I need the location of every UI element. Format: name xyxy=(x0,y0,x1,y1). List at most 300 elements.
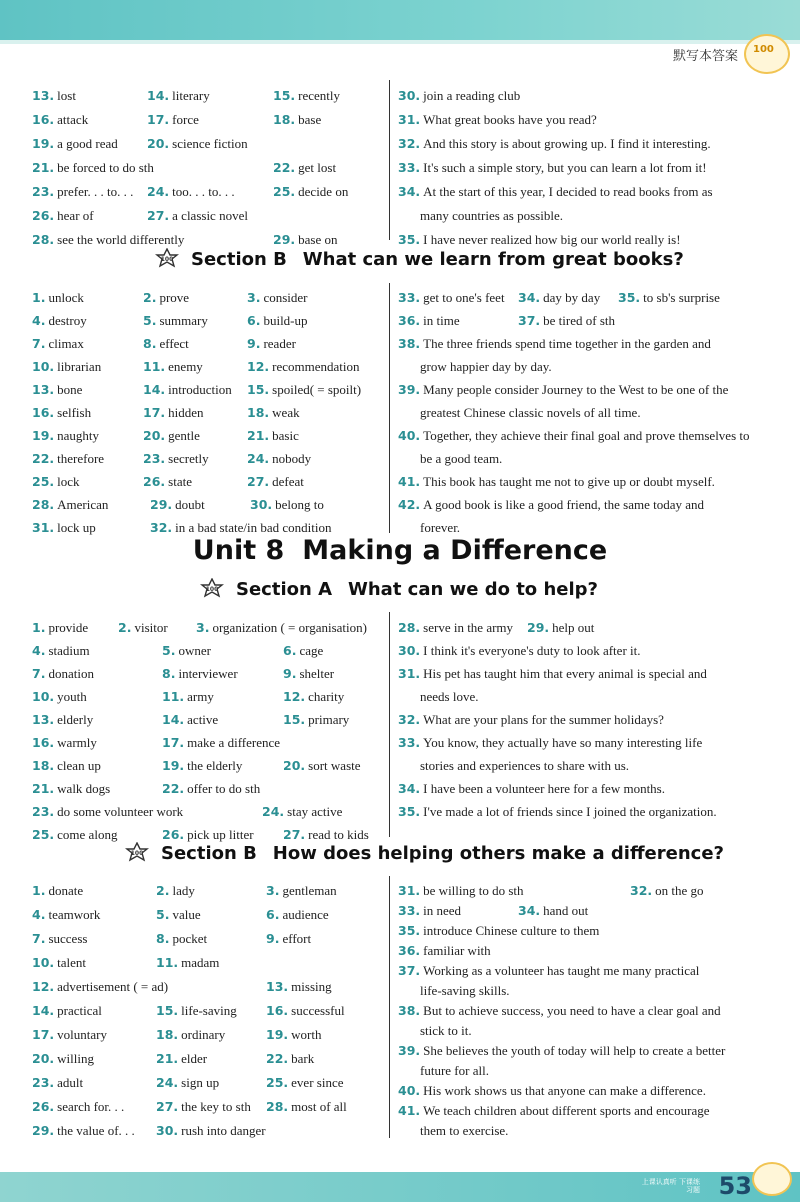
answer-item xyxy=(147,184,235,200)
answer-item xyxy=(143,405,204,421)
item-number: 30. xyxy=(398,88,421,103)
item-text: gentle xyxy=(168,428,200,443)
answer-item xyxy=(150,497,205,513)
item-text: We teach children about different sports and encourage xyxy=(423,1103,710,1118)
answer-item xyxy=(162,758,242,774)
answer-item xyxy=(32,1027,107,1043)
item-number: 17. xyxy=(32,1027,55,1042)
item-text: the value of. . . xyxy=(57,1123,135,1138)
item-number: 25. xyxy=(32,827,55,842)
item-number: 24. xyxy=(147,184,170,199)
item-text: prove xyxy=(159,290,190,305)
item-number: 20. xyxy=(32,1051,55,1066)
item-text: worth xyxy=(291,1027,322,1042)
answer-item xyxy=(118,620,168,636)
item-text: sign up xyxy=(181,1075,220,1090)
item-number: 22. xyxy=(32,451,55,466)
item-text: needs love. xyxy=(420,689,479,704)
column-divider xyxy=(389,283,390,533)
answer-item xyxy=(247,405,300,421)
item-number: 22. xyxy=(273,160,296,175)
item-number: 30. xyxy=(250,497,273,512)
item-number: 40. xyxy=(398,428,421,443)
answer-item xyxy=(32,359,101,375)
item-text: The three friends spend time together in the garden and xyxy=(423,336,711,351)
answer-item xyxy=(156,1099,251,1115)
top-color-band xyxy=(0,0,800,40)
answer-item xyxy=(32,405,91,421)
item-text: hand out xyxy=(543,903,589,918)
unit-heading: Unit 8 Making a Difference xyxy=(192,535,608,566)
answer-item xyxy=(32,758,101,774)
answer-item xyxy=(32,1099,124,1115)
item-text: warmly xyxy=(57,735,97,750)
answer-item xyxy=(162,643,211,659)
item-number: 36. xyxy=(398,943,421,958)
answer-item xyxy=(283,712,349,728)
answer-item xyxy=(32,88,76,104)
answer-item xyxy=(32,1123,135,1139)
item-text: effect xyxy=(159,336,189,351)
item-number: 29. xyxy=(32,1123,55,1138)
answer-item xyxy=(398,474,715,490)
answer-item xyxy=(156,1027,225,1043)
item-text: ever since xyxy=(291,1075,344,1090)
item-number: 10. xyxy=(32,359,55,374)
answer-item xyxy=(156,1123,266,1139)
item-number: 15. xyxy=(273,88,296,103)
answer-item xyxy=(143,290,189,306)
answer-item xyxy=(283,643,323,659)
answer-item xyxy=(147,88,210,104)
item-text: introduction xyxy=(168,382,232,397)
answer-item xyxy=(398,336,711,352)
item-text: base on xyxy=(298,232,338,247)
item-number: 21. xyxy=(247,428,270,443)
item-text: rush into danger xyxy=(181,1123,266,1138)
item-text: to sb's surprise xyxy=(643,290,720,305)
item-number: 32. xyxy=(398,712,421,727)
item-number: 5. xyxy=(156,907,170,922)
item-number: 18. xyxy=(247,405,270,420)
item-number: 21. xyxy=(156,1051,179,1066)
item-number: 10. xyxy=(32,689,55,704)
answer-item xyxy=(147,208,248,224)
item-text: a classic novel xyxy=(172,208,248,223)
answer-item xyxy=(266,907,329,923)
answer-item xyxy=(32,712,93,728)
answer-item xyxy=(156,883,195,899)
item-number: 38. xyxy=(398,1003,421,1018)
item-text: selfish xyxy=(57,405,92,420)
answer-item xyxy=(32,336,84,352)
answer-item xyxy=(32,428,99,444)
item-number: 33. xyxy=(398,735,421,750)
answer-item-continuation xyxy=(420,359,552,375)
answer-item xyxy=(156,1075,219,1091)
column-divider xyxy=(389,80,390,240)
item-text: I've made a lot of friends since I joined the organization. xyxy=(423,804,717,819)
item-text: willing xyxy=(57,1051,94,1066)
item-number: 19. xyxy=(266,1027,289,1042)
mascot-logo-icon: 100 xyxy=(744,34,790,74)
answer-item xyxy=(266,931,311,947)
item-number: 35. xyxy=(398,804,421,819)
answer-item xyxy=(273,184,348,200)
item-text: the key to sth xyxy=(181,1099,251,1114)
item-text: voluntary xyxy=(57,1027,107,1042)
item-text: weak xyxy=(272,405,300,420)
item-number: 20. xyxy=(147,136,170,151)
item-text: organization ( = organisation) xyxy=(212,620,367,635)
item-number: 23. xyxy=(32,804,55,819)
item-text: see the world differently xyxy=(57,232,185,247)
item-number: 30. xyxy=(156,1123,179,1138)
item-text: be forced to do sth xyxy=(57,160,154,175)
answer-item xyxy=(266,979,332,995)
answer-item xyxy=(398,313,460,329)
item-text: help out xyxy=(552,620,595,635)
item-number: 8. xyxy=(143,336,157,351)
answer-item xyxy=(143,336,189,352)
item-text: them to exercise. xyxy=(420,1123,509,1138)
item-number: 39. xyxy=(398,382,421,397)
page-number: 53 xyxy=(718,1172,752,1200)
answer-item xyxy=(32,735,97,751)
answer-item xyxy=(196,620,367,636)
answer-item-continuation xyxy=(420,520,460,536)
answer-item xyxy=(32,382,82,398)
item-number: 33. xyxy=(398,160,421,175)
item-number: 40. xyxy=(398,1083,421,1098)
answer-item xyxy=(143,359,203,375)
answer-item xyxy=(32,136,118,152)
item-number: 26. xyxy=(162,827,185,842)
item-number: 27. xyxy=(156,1099,179,1114)
answer-item-continuation xyxy=(420,758,629,774)
item-number: 41. xyxy=(398,1103,421,1118)
item-number: 39. xyxy=(398,1043,421,1058)
item-number: 41. xyxy=(398,474,421,489)
answer-item xyxy=(266,1099,347,1115)
answer-item xyxy=(273,160,336,176)
answer-item xyxy=(283,666,334,682)
item-number: 26. xyxy=(32,208,55,223)
answer-item xyxy=(32,451,104,467)
answer-item xyxy=(156,1003,237,1019)
item-number: 18. xyxy=(273,112,296,127)
item-text: future for all. xyxy=(420,1063,489,1078)
item-text: get lost xyxy=(298,160,337,175)
item-number: 5. xyxy=(143,313,157,328)
footer-slogan: 上课认真听 下课练习题 xyxy=(641,1178,700,1194)
item-number: 29. xyxy=(150,497,173,512)
item-text: bone xyxy=(57,382,83,397)
item-number: 11. xyxy=(143,359,166,374)
item-number: 6. xyxy=(266,907,280,922)
item-text: stay active xyxy=(287,804,343,819)
column-divider xyxy=(389,612,390,837)
answer-item xyxy=(398,1043,725,1059)
item-number: 1. xyxy=(32,290,46,305)
item-text: attack xyxy=(57,112,89,127)
item-text: owner xyxy=(178,643,211,658)
item-text: lock xyxy=(57,474,80,489)
item-text: pick up litter xyxy=(187,827,254,842)
section-b-heading: 100 Section B What can we learn from great books? xyxy=(155,248,684,270)
answer-item-continuation xyxy=(420,983,510,999)
section-a-heading: 100 Section A What can we do to help? xyxy=(200,578,598,600)
answer-item xyxy=(250,497,324,513)
answer-item xyxy=(147,112,199,128)
item-text: provide xyxy=(48,620,89,635)
answer-item xyxy=(32,931,87,947)
item-text: What great books have you read? xyxy=(423,112,597,127)
item-text: lady xyxy=(172,883,195,898)
answer-item xyxy=(156,955,219,971)
item-text: I think it's everyone's duty to look after it. xyxy=(423,643,641,658)
item-number: 28. xyxy=(32,497,55,512)
item-number: 21. xyxy=(32,781,55,796)
item-number: 29. xyxy=(527,620,550,635)
item-text: interviewer xyxy=(178,666,238,681)
answer-item xyxy=(266,1075,344,1091)
item-text: recently xyxy=(298,88,341,103)
answer-item xyxy=(162,781,260,797)
item-number: 14. xyxy=(147,88,170,103)
item-number: 23. xyxy=(32,1075,55,1090)
item-number: 36. xyxy=(398,313,421,328)
item-number: 14. xyxy=(162,712,185,727)
item-text: elder xyxy=(181,1051,208,1066)
answer-item xyxy=(266,883,337,899)
answer-item xyxy=(32,781,110,797)
answer-item xyxy=(247,290,308,306)
answer-item xyxy=(518,903,588,919)
item-number: 24. xyxy=(156,1075,179,1090)
item-text: effort xyxy=(282,931,312,946)
item-number: 35. xyxy=(398,232,421,247)
answer-item xyxy=(32,112,88,128)
item-text: summary xyxy=(159,313,208,328)
item-text: science fiction xyxy=(172,136,248,151)
answer-item xyxy=(283,758,361,774)
item-text: It's such a simple story, but you can learn a lot from it! xyxy=(423,160,707,175)
item-number: 31. xyxy=(398,883,421,898)
answer-item xyxy=(143,474,192,490)
item-text: librarian xyxy=(57,359,102,374)
item-text: I have never realized how big our world really is! xyxy=(423,232,681,247)
item-number: 24. xyxy=(247,451,270,466)
answer-item xyxy=(32,1003,102,1019)
answer-item xyxy=(32,497,108,513)
item-text: sort waste xyxy=(308,758,361,773)
item-number: 32. xyxy=(150,520,173,535)
item-text: grow happier day by day. xyxy=(420,359,552,374)
item-text: missing xyxy=(291,979,332,994)
item-text: His work shows us that anyone can make a difference. xyxy=(423,1083,706,1098)
item-text: gentleman xyxy=(282,883,337,898)
item-number: 31. xyxy=(32,520,55,535)
item-number: 32. xyxy=(630,883,653,898)
item-text: successful xyxy=(291,1003,345,1018)
item-text: search for. . . xyxy=(57,1099,125,1114)
answer-item xyxy=(398,1103,710,1119)
item-number: 27. xyxy=(147,208,170,223)
item-text: army xyxy=(187,689,214,704)
item-number: 10. xyxy=(32,955,55,970)
item-text: forever. xyxy=(420,520,461,535)
answer-item-continuation xyxy=(420,405,641,421)
answer-item xyxy=(247,428,299,444)
item-number: 4. xyxy=(32,313,46,328)
item-number: 7. xyxy=(32,931,46,946)
answer-item xyxy=(32,160,154,176)
item-number: 3. xyxy=(196,620,210,635)
item-text: But to achieve success, you need to have a clear goal and xyxy=(423,1003,721,1018)
answer-item-continuation xyxy=(420,1063,489,1079)
item-text: What are your plans for the summer holidays? xyxy=(423,712,664,727)
item-text: donation xyxy=(48,666,94,681)
item-text: base xyxy=(298,112,322,127)
item-text: life-saving skills. xyxy=(420,983,510,998)
item-number: 33. xyxy=(398,903,421,918)
item-number: 19. xyxy=(162,758,185,773)
item-number: 29. xyxy=(273,232,296,247)
answer-item xyxy=(266,1003,345,1019)
item-number: 42. xyxy=(398,497,421,512)
item-number: 13. xyxy=(32,712,55,727)
item-number: 8. xyxy=(162,666,176,681)
item-text: be a good team. xyxy=(420,451,503,466)
item-text: most of all xyxy=(291,1099,347,1114)
answer-item xyxy=(162,712,218,728)
item-text: advertisement ( = ad) xyxy=(57,979,169,994)
item-text: walk dogs xyxy=(57,781,111,796)
mascot-logo-icon xyxy=(752,1162,792,1196)
item-text: And this story is about growing up. I find it interesting. xyxy=(423,136,711,151)
item-number: 34. xyxy=(518,290,541,305)
item-text: destroy xyxy=(48,313,87,328)
answer-item xyxy=(398,290,505,306)
item-number: 2. xyxy=(156,883,170,898)
item-number: 32. xyxy=(398,136,421,151)
answer-item xyxy=(283,827,369,843)
answer-item xyxy=(266,1051,314,1067)
item-number: 12. xyxy=(247,359,270,374)
item-text: active xyxy=(187,712,219,727)
answer-item xyxy=(398,963,699,979)
item-text: defeat xyxy=(272,474,304,489)
answer-item xyxy=(143,428,200,444)
answer-item xyxy=(162,666,238,682)
item-text: American xyxy=(57,497,109,512)
item-text: lock up xyxy=(57,520,96,535)
item-text: consider xyxy=(263,290,308,305)
item-number: 2. xyxy=(143,290,157,305)
item-text: serve in the army xyxy=(423,620,514,635)
item-text: clean up xyxy=(57,758,101,773)
item-text: familiar with xyxy=(423,943,491,958)
item-text: force xyxy=(172,112,199,127)
item-text: elderly xyxy=(57,712,94,727)
svg-text:100: 100 xyxy=(130,850,144,857)
item-number: 2. xyxy=(118,620,132,635)
answer-item xyxy=(32,827,117,843)
item-text: You know, they actually have so many interesting life xyxy=(423,735,703,750)
item-text: decide on xyxy=(298,184,349,199)
item-text: build-up xyxy=(263,313,308,328)
item-text: lost xyxy=(57,88,76,103)
answer-item xyxy=(618,290,720,306)
item-number: 34. xyxy=(398,184,421,199)
answer-item xyxy=(147,136,248,152)
answer-item xyxy=(398,160,707,176)
item-number: 19. xyxy=(32,428,55,443)
item-number: 12. xyxy=(283,689,306,704)
item-text: do some volunteer work xyxy=(57,804,184,819)
item-text: basic xyxy=(272,428,299,443)
item-text: state xyxy=(168,474,192,489)
answer-item xyxy=(156,907,201,923)
item-number: 17. xyxy=(147,112,170,127)
item-number: 26. xyxy=(32,1099,55,1114)
column-divider xyxy=(389,876,390,1138)
item-text: join a reading club xyxy=(423,88,521,103)
item-number: 4. xyxy=(32,907,46,922)
item-number: 18. xyxy=(32,758,55,773)
answer-item xyxy=(247,359,360,375)
item-text: doubt xyxy=(175,497,205,512)
item-text: His pet has taught him that every animal is special and xyxy=(423,666,707,681)
answer-item xyxy=(247,474,304,490)
answer-item xyxy=(247,336,296,352)
item-number: 20. xyxy=(283,758,306,773)
answer-key-label: 默写本答案 xyxy=(672,49,738,64)
answer-item xyxy=(398,88,520,104)
item-number: 13. xyxy=(32,88,55,103)
item-number: 30. xyxy=(398,643,421,658)
item-text: primary xyxy=(308,712,350,727)
item-number: 1. xyxy=(32,883,46,898)
item-number: 16. xyxy=(266,1003,289,1018)
item-number: 34. xyxy=(518,903,541,918)
item-number: 3. xyxy=(266,883,280,898)
item-number: 22. xyxy=(266,1051,289,1066)
answer-item xyxy=(518,290,600,306)
answer-item xyxy=(398,804,717,820)
item-text: youth xyxy=(57,689,87,704)
item-number: 17. xyxy=(162,735,185,750)
item-number: 25. xyxy=(273,184,296,199)
item-number: 28. xyxy=(398,620,421,635)
answer-item xyxy=(156,931,207,947)
answer-item-continuation xyxy=(420,1123,508,1139)
item-text: Working as a volunteer has taught me many practical xyxy=(423,963,700,978)
flower-badge-icon xyxy=(200,578,224,598)
item-text: spoiled( = spoilt) xyxy=(272,382,362,397)
item-text: stadium xyxy=(48,643,90,658)
item-number: 9. xyxy=(283,666,297,681)
answer-item xyxy=(398,428,750,444)
answer-item xyxy=(398,666,707,682)
answer-item xyxy=(156,1051,207,1067)
item-number: 9. xyxy=(266,931,280,946)
answer-item xyxy=(32,208,94,224)
answer-item xyxy=(398,382,728,398)
section-b-heading: 100 Section B How does helping others make a difference? xyxy=(125,842,724,864)
answer-item xyxy=(398,112,597,128)
